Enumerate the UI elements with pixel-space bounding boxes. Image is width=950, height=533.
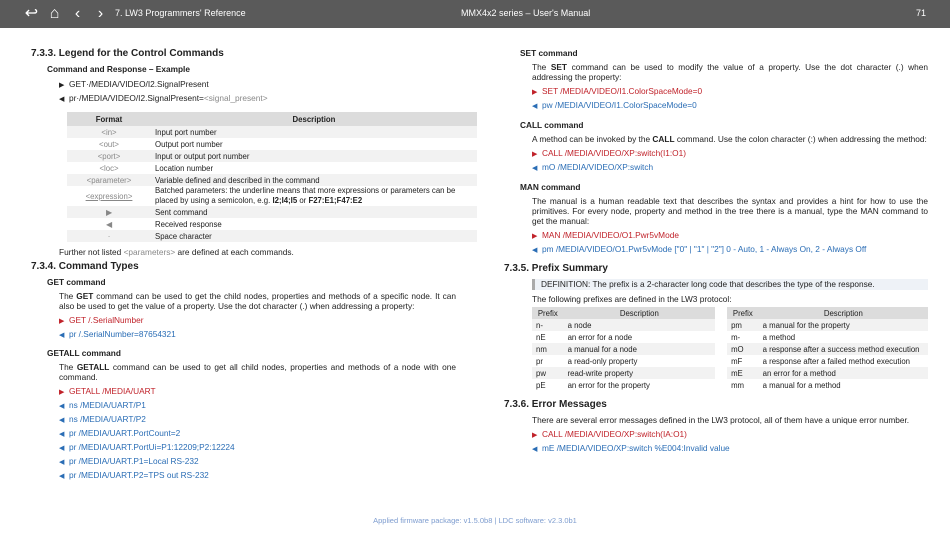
example-command: ▶ GET·/MEDIA/VIDEO/I2.SignalPresent bbox=[59, 78, 456, 92]
table-row: ◀ Received response bbox=[106, 219, 222, 229]
prefix-table bbox=[532, 307, 928, 391]
back-chevron-icon[interactable]: ‹ bbox=[74, 5, 81, 22]
response-line: ◀ pm /MEDIA/VIDEO/O1.Pwr5vMode ["0" | "1" | "2"] 0 - Auto, 1 - Always On, 2 - Always Off bbox=[532, 243, 928, 257]
paragraph: The following prefixes are defined in the LW3 protocol: bbox=[532, 294, 732, 304]
sent-arrow-icon: ▶ bbox=[59, 318, 65, 325]
subheading: Command and Response – Example bbox=[47, 64, 190, 74]
table-row: <out> Output port number bbox=[99, 139, 223, 149]
received-arrow-icon: ◀ bbox=[59, 417, 65, 424]
right-column bbox=[504, 44, 928, 456]
paragraph: The GETALL command can be used to get all child nodes, properties and methods of a node with one command. bbox=[59, 362, 456, 382]
page-number: 71 bbox=[916, 8, 927, 18]
paragraph: The manual is a human readable text that describes the syntax and provides a hint for how to use the primitives. For every node, property and method in the tree there is a manual, type the MAN command to get the manual: bbox=[532, 196, 928, 226]
sent-arrow-icon: ▶ bbox=[532, 432, 538, 439]
response-line: ◀ mO /MEDIA/VIDEO/XP:switch bbox=[532, 161, 928, 175]
table-header: Prefix bbox=[727, 307, 759, 319]
subheading: CALL command bbox=[520, 120, 584, 130]
received-arrow-icon: ◀ bbox=[59, 96, 65, 103]
command-line: ▶ GETALL /MEDIA/UART bbox=[59, 385, 456, 399]
command-line: ▶ CALL /MEDIA/VIDEO/XP:switch(IA:O1) bbox=[532, 428, 928, 442]
received-arrow-icon: ◀ bbox=[59, 431, 65, 438]
table-row: n- a node pm a manual for the property bbox=[532, 319, 928, 331]
table-row: pw read-write property mE an error for a method bbox=[532, 367, 928, 379]
paragraph: The SET command can be used to modify the value of a property. Use the dot character (.) when addressing the property: bbox=[532, 62, 928, 82]
response-line: ◀ pr /MEDIA/UART.PortCount=2 bbox=[59, 427, 456, 441]
table-row: · Space character bbox=[67, 230, 477, 242]
received-arrow-icon: ◀ bbox=[532, 165, 538, 172]
response-line: ◀ pr /MEDIA/UART.P1=Local RS-232 bbox=[59, 455, 456, 469]
section-heading: 7.3.5. Prefix Summary bbox=[504, 263, 608, 274]
table-row: <parameter> Variable defined and described in the command bbox=[67, 174, 477, 186]
command-line: ▶ MAN /MEDIA/VIDEO/O1.Pwr5vMode bbox=[532, 229, 928, 243]
nav-buttons bbox=[22, 4, 110, 24]
command-line: ▶ CALL /MEDIA/VIDEO/XP:switch(I1:O1) bbox=[532, 147, 928, 161]
table-row: nm a manual for a node mO a response after a success method execution bbox=[532, 343, 928, 355]
paragraph: The GET command can be used to get the child nodes, properties and methods of a specific node. It can also be used to get the value of a property. Use the dot character (.) when addressing a property: bbox=[59, 291, 457, 311]
table-row: <loc> Location number bbox=[99, 163, 214, 173]
legend-table bbox=[67, 112, 477, 242]
left-column bbox=[31, 44, 456, 483]
return-icon[interactable]: ↩ bbox=[24, 5, 39, 22]
table-header: Prefix bbox=[532, 307, 564, 319]
table-row: ▶ Sent command bbox=[67, 206, 477, 218]
received-arrow-icon: ◀ bbox=[59, 473, 65, 480]
subheading: MAN command bbox=[520, 182, 581, 192]
received-arrow-icon: ◀ bbox=[532, 247, 538, 254]
subheading: GETALL command bbox=[47, 348, 121, 358]
top-bar bbox=[0, 0, 950, 28]
response-line: ◀ ns /MEDIA/UART/P2 bbox=[59, 413, 456, 427]
received-arrow-icon: ◀ bbox=[59, 445, 65, 452]
example-response: ◀ pr·/MEDIA/VIDEO/I2.SignalPresent=<signal_present> bbox=[59, 92, 456, 106]
forward-chevron-icon[interactable]: › bbox=[97, 5, 104, 22]
table-row: pr a read-only property mF a response after a failed method execution bbox=[536, 356, 910, 366]
received-arrow-icon: ◀ bbox=[59, 459, 65, 466]
response-line: ◀ pr /MEDIA/UART.PortUi=P1:12209;P2:12224 bbox=[59, 441, 456, 455]
response-line: ◀ pr /MEDIA/UART.P2=TPS out RS-232 bbox=[59, 469, 456, 483]
table-row: <expression> Batched parameters: the underline means that more expressions or parameters can be placed by using a semicolon, e.g. I2;I4;I5 or F27:E1;F47:E2 bbox=[85, 186, 456, 205]
response-line: ◀ mE /MEDIA/VIDEO/XP:switch %E004:Invalid value bbox=[532, 442, 928, 456]
section-heading: 7.3.6. Error Messages bbox=[504, 399, 607, 410]
received-arrow-icon: ◀ bbox=[59, 403, 65, 410]
table-row: nE an error for a node m- a method bbox=[536, 332, 796, 342]
table-row: <in> Input port number bbox=[67, 126, 477, 138]
response-line: ◀ pw /MEDIA/VIDEO/I1.ColorSpaceMode=0 bbox=[532, 99, 928, 113]
chapter-title: 7. LW3 Programmers' Reference bbox=[115, 8, 246, 18]
received-arrow-icon: ◀ bbox=[59, 332, 65, 339]
command-line: ▶ GET /.SerialNumber bbox=[59, 314, 456, 328]
section-heading: 7.3.4. Command Types bbox=[31, 261, 139, 272]
response-line: ◀ ns /MEDIA/UART/P1 bbox=[59, 399, 456, 413]
definition-box: DEFINITION: The prefix is a 2-character long code that describes the type of the response. bbox=[532, 279, 928, 290]
table-header: Description bbox=[759, 307, 928, 319]
sent-arrow-icon: ▶ bbox=[59, 82, 65, 89]
response-line: ◀ pr /.SerialNumber=87654321 bbox=[59, 328, 456, 342]
section-heading: 7.3.3. Legend for the Control Commands bbox=[31, 48, 224, 59]
table-row: pE an error for the property mm a manual for a method bbox=[536, 380, 841, 390]
command-line: ▶ SET /MEDIA/VIDEO/I1.ColorSpaceMode=0 bbox=[532, 85, 928, 99]
received-arrow-icon: ◀ bbox=[532, 103, 538, 110]
sent-arrow-icon: ▶ bbox=[59, 389, 65, 396]
sent-arrow-icon: ▶ bbox=[532, 89, 538, 96]
document-title: MMX4x2 series – User's Manual bbox=[461, 8, 591, 18]
paragraph: There are several error messages defined in the LW3 protocol, all of them have a unique error number. bbox=[532, 415, 910, 425]
sent-arrow-icon: ▶ bbox=[532, 151, 538, 158]
table-header: Description bbox=[564, 307, 716, 319]
subheading: GET command bbox=[47, 277, 106, 287]
table-row: <port> Input or output port number bbox=[67, 150, 477, 162]
home-icon[interactable]: ⌂ bbox=[49, 5, 60, 22]
table-header: Format bbox=[67, 112, 151, 126]
subheading: SET command bbox=[520, 48, 578, 58]
legend-note: Further not listed <parameters> are defined at each commands. bbox=[59, 247, 294, 257]
sent-arrow-icon: ▶ bbox=[532, 233, 538, 240]
received-arrow-icon: ◀ bbox=[532, 446, 538, 453]
page-footer: Applied firmware package: v1.5.0b8 | LDC software: v2.3.0b1 bbox=[373, 516, 577, 525]
table-header: Description bbox=[151, 112, 477, 126]
paragraph: A method can be invoked by the CALL command. Use the colon character (:) when addressing the method: bbox=[532, 134, 927, 144]
